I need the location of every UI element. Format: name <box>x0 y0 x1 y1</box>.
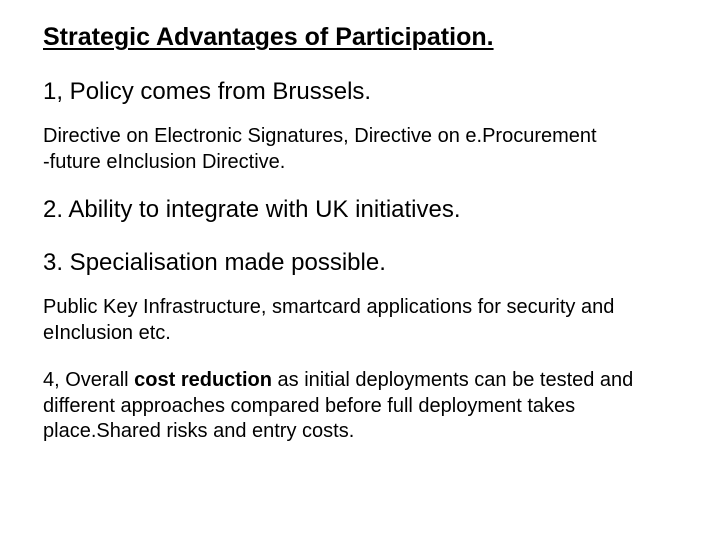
slide-title: Strategic Advantages of Participation. <box>43 23 494 51</box>
point-1-heading: 1, Policy comes from Brussels. <box>43 78 372 105</box>
point-3-detail: Public Key Infrastructure, smartcard applications for security and eInclusion etc. <box>43 296 615 344</box>
point-4-paragraph <box>43 368 673 445</box>
point-4-suffix: as initial deployments can be tested and different approaches compared before full deployment takes place.Shared risks and entry costs. <box>43 369 634 443</box>
point-4-prefix: 4, Overall <box>43 369 135 391</box>
point-3-heading: 3. Specialisation made possible. <box>43 249 386 276</box>
point-1-detail: Directive on Electronic Signatures, Directive on e.Procurement -future eInclusion Directive. <box>43 125 597 173</box>
cost-reduction-emphasis: cost reduction <box>134 369 272 391</box>
point-2-heading: 2. Ability to integrate with UK initiatives. <box>43 196 461 223</box>
